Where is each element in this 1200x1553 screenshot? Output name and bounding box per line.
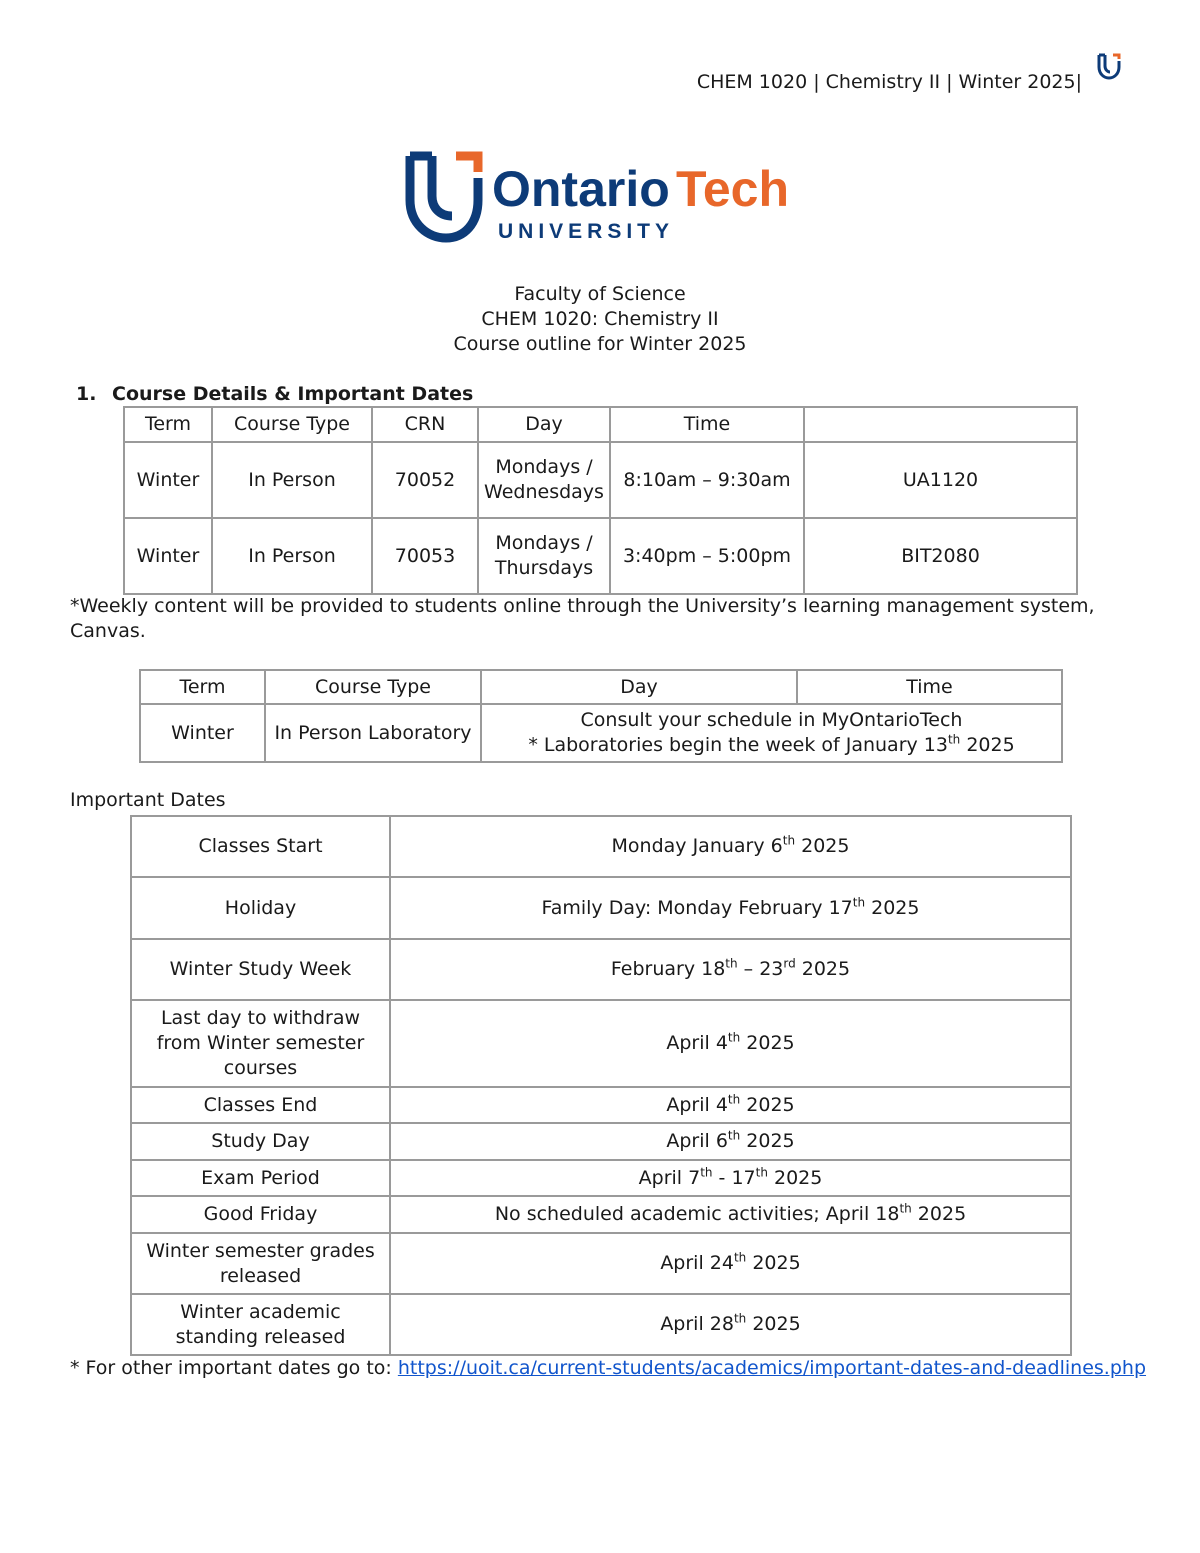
date-text: 2025: [746, 1252, 801, 1274]
date-row: [131, 1196, 1071, 1233]
schedule-line: Consult your schedule in MyOntarioTech: [580, 709, 963, 731]
date-text: Family Day: Monday February 17: [541, 896, 853, 919]
date-value-cell: [390, 1196, 1071, 1233]
term-cell: Winter: [124, 518, 212, 594]
date-row: [131, 1000, 1071, 1087]
footer-prefix: * For other important dates go to:: [70, 1357, 398, 1379]
ordinal: th: [947, 732, 961, 747]
date-label-cell: Winter semester grades released: [131, 1233, 390, 1294]
type-cell: In Person: [212, 442, 372, 518]
date-label-cell: Classes End: [131, 1087, 390, 1123]
important-dates-link[interactable]: https://uoit.ca/current-students/academics/important-dates-and-deadlines.php: [397, 1357, 1147, 1379]
date-text: – 23: [737, 958, 784, 980]
date-row: [131, 1087, 1071, 1123]
date-text: April 4: [666, 1093, 728, 1116]
date-value-cell: [390, 1000, 1071, 1087]
type-cell: In Person Laboratory: [265, 704, 481, 762]
date-text: 2025: [865, 896, 920, 919]
header-cell: Course Type: [212, 407, 372, 442]
ordinal: th: [755, 1165, 768, 1180]
date-value-cell: [390, 939, 1071, 1000]
room-cell: BIT2080: [804, 518, 1077, 594]
ordinal: th: [782, 833, 796, 848]
crn-cell: 70053: [372, 518, 478, 594]
schedule-cell: [481, 704, 1062, 762]
ordinal: th: [727, 1030, 741, 1045]
date-label-cell: Holiday: [131, 877, 390, 939]
ontario-tech-logo: [404, 150, 804, 246]
ordinal: th: [899, 1201, 912, 1216]
date-row: [131, 816, 1071, 877]
important-dates-label: Important Dates: [70, 789, 226, 811]
ordinal: th: [700, 1165, 713, 1180]
date-text: 2025: [795, 835, 850, 857]
date-value-cell: [390, 877, 1071, 939]
term-cell: Winter: [124, 442, 212, 518]
date-value-cell: [390, 816, 1071, 877]
date-text: 2025: [740, 1130, 795, 1152]
date-value-cell: [390, 1233, 1071, 1294]
date-row: [131, 1294, 1071, 1355]
date-label-cell: Winter Study Week: [131, 939, 390, 1000]
date-value-cell: [390, 1123, 1071, 1160]
ordinal: th: [733, 1311, 747, 1326]
time-cell: 8:10am – 9:30am: [610, 442, 804, 518]
time-cell: 3:40pm – 5:00pm: [610, 518, 804, 594]
lab-start-year: 2025: [960, 734, 1015, 756]
lecture-table: [123, 406, 1078, 595]
date-label-cell: Winter academic standing released: [131, 1294, 390, 1355]
date-text: April 24: [660, 1252, 734, 1274]
room-cell: UA1120: [804, 442, 1077, 518]
page-header: CHEM 1020 | Chemistry II | Winter 2025|: [696, 71, 1082, 93]
lab-start-line: [484, 733, 1059, 758]
date-text: February 18: [610, 958, 726, 980]
ordinal: th: [727, 1092, 741, 1107]
lab-start-text: * Laboratories begin the week of January 13: [528, 734, 948, 756]
date-text: 2025: [740, 1032, 795, 1054]
date-text: Monday January 6: [611, 835, 783, 857]
date-text: 2025: [746, 1313, 801, 1335]
date-text: - 17: [712, 1166, 756, 1189]
ordinal: rd: [783, 956, 796, 971]
lab-table: [139, 669, 1063, 763]
important-dates-table: [130, 815, 1072, 1356]
weekly-content-note: *Weekly content will be provided to students online through the University’s learning management system, Canvas.: [70, 595, 1095, 642]
faculty-name: Faculty of Science: [514, 283, 686, 305]
logo-word-ontario: Ontario: [492, 161, 670, 217]
logo-shield-icon: [410, 156, 478, 238]
date-label-cell: Exam Period: [131, 1160, 390, 1196]
date-text: 2025: [795, 958, 851, 980]
date-label-cell: Good Friday: [131, 1196, 390, 1233]
ordinal: th: [725, 956, 738, 971]
day-cell: [478, 518, 610, 594]
day-line: Mondays /: [495, 456, 593, 478]
date-row: [131, 1233, 1071, 1294]
header-cell: Time: [797, 670, 1062, 704]
date-text: No scheduled academic activities; April 18: [494, 1203, 900, 1225]
date-label-cell: Classes Start: [131, 816, 390, 877]
logo-word-university: UNIVERSITY: [498, 220, 675, 243]
table-row: [124, 518, 1077, 594]
date-row: [131, 939, 1071, 1000]
section-number: 1.: [76, 383, 97, 405]
date-text: April 6: [666, 1130, 728, 1152]
date-value-cell: [390, 1160, 1071, 1196]
type-cell: In Person: [212, 518, 372, 594]
ordinal: th: [727, 1128, 741, 1143]
section-title: Course Details & Important Dates: [112, 383, 474, 405]
day-line: Wednesdays: [484, 481, 604, 503]
header-cell: Day: [478, 407, 610, 442]
date-row: [131, 1160, 1071, 1196]
date-value-cell: [390, 1087, 1071, 1123]
course-name: CHEM 1020: Chemistry II: [481, 308, 719, 330]
table-row: [140, 704, 1062, 762]
crn-cell: 70052: [372, 442, 478, 518]
term-cell: Winter: [140, 704, 265, 762]
outline-title: Course outline for Winter 2025: [453, 333, 747, 355]
table-header-row: [124, 407, 1077, 442]
footer-note: [70, 1356, 1150, 1381]
header-cell: [804, 407, 1077, 442]
header-cell: Term: [140, 670, 265, 704]
header-cell: CRN: [372, 407, 478, 442]
day-cell: [478, 442, 610, 518]
header-cell: Day: [481, 670, 797, 704]
date-text: 2025: [767, 1166, 823, 1189]
date-value-cell: [390, 1294, 1071, 1355]
date-row: [131, 877, 1071, 939]
date-text: April 7: [638, 1166, 701, 1189]
date-label-cell: Study Day: [131, 1123, 390, 1160]
table-header-row: [140, 670, 1062, 704]
date-text: April 4: [666, 1032, 728, 1054]
date-text: 2025: [740, 1093, 795, 1116]
header-cell: Time: [610, 407, 804, 442]
header-cell: Course Type: [265, 670, 481, 704]
date-text: 2025: [911, 1203, 967, 1225]
ordinal: th: [733, 1250, 747, 1265]
date-row: [131, 1123, 1071, 1160]
university-shield-icon: [1096, 52, 1122, 80]
day-line: Mondays /: [495, 532, 593, 554]
header-cell: Term: [124, 407, 212, 442]
course-intro: [0, 282, 1200, 357]
date-label-cell: Last day to withdraw from Winter semester courses: [131, 1000, 390, 1087]
ordinal: th: [852, 895, 866, 910]
day-line: Thursdays: [494, 557, 594, 579]
table-row: [124, 442, 1077, 518]
date-text: April 28: [660, 1313, 734, 1335]
logo-word-tech: Tech: [676, 161, 789, 217]
section-heading: [76, 381, 473, 407]
